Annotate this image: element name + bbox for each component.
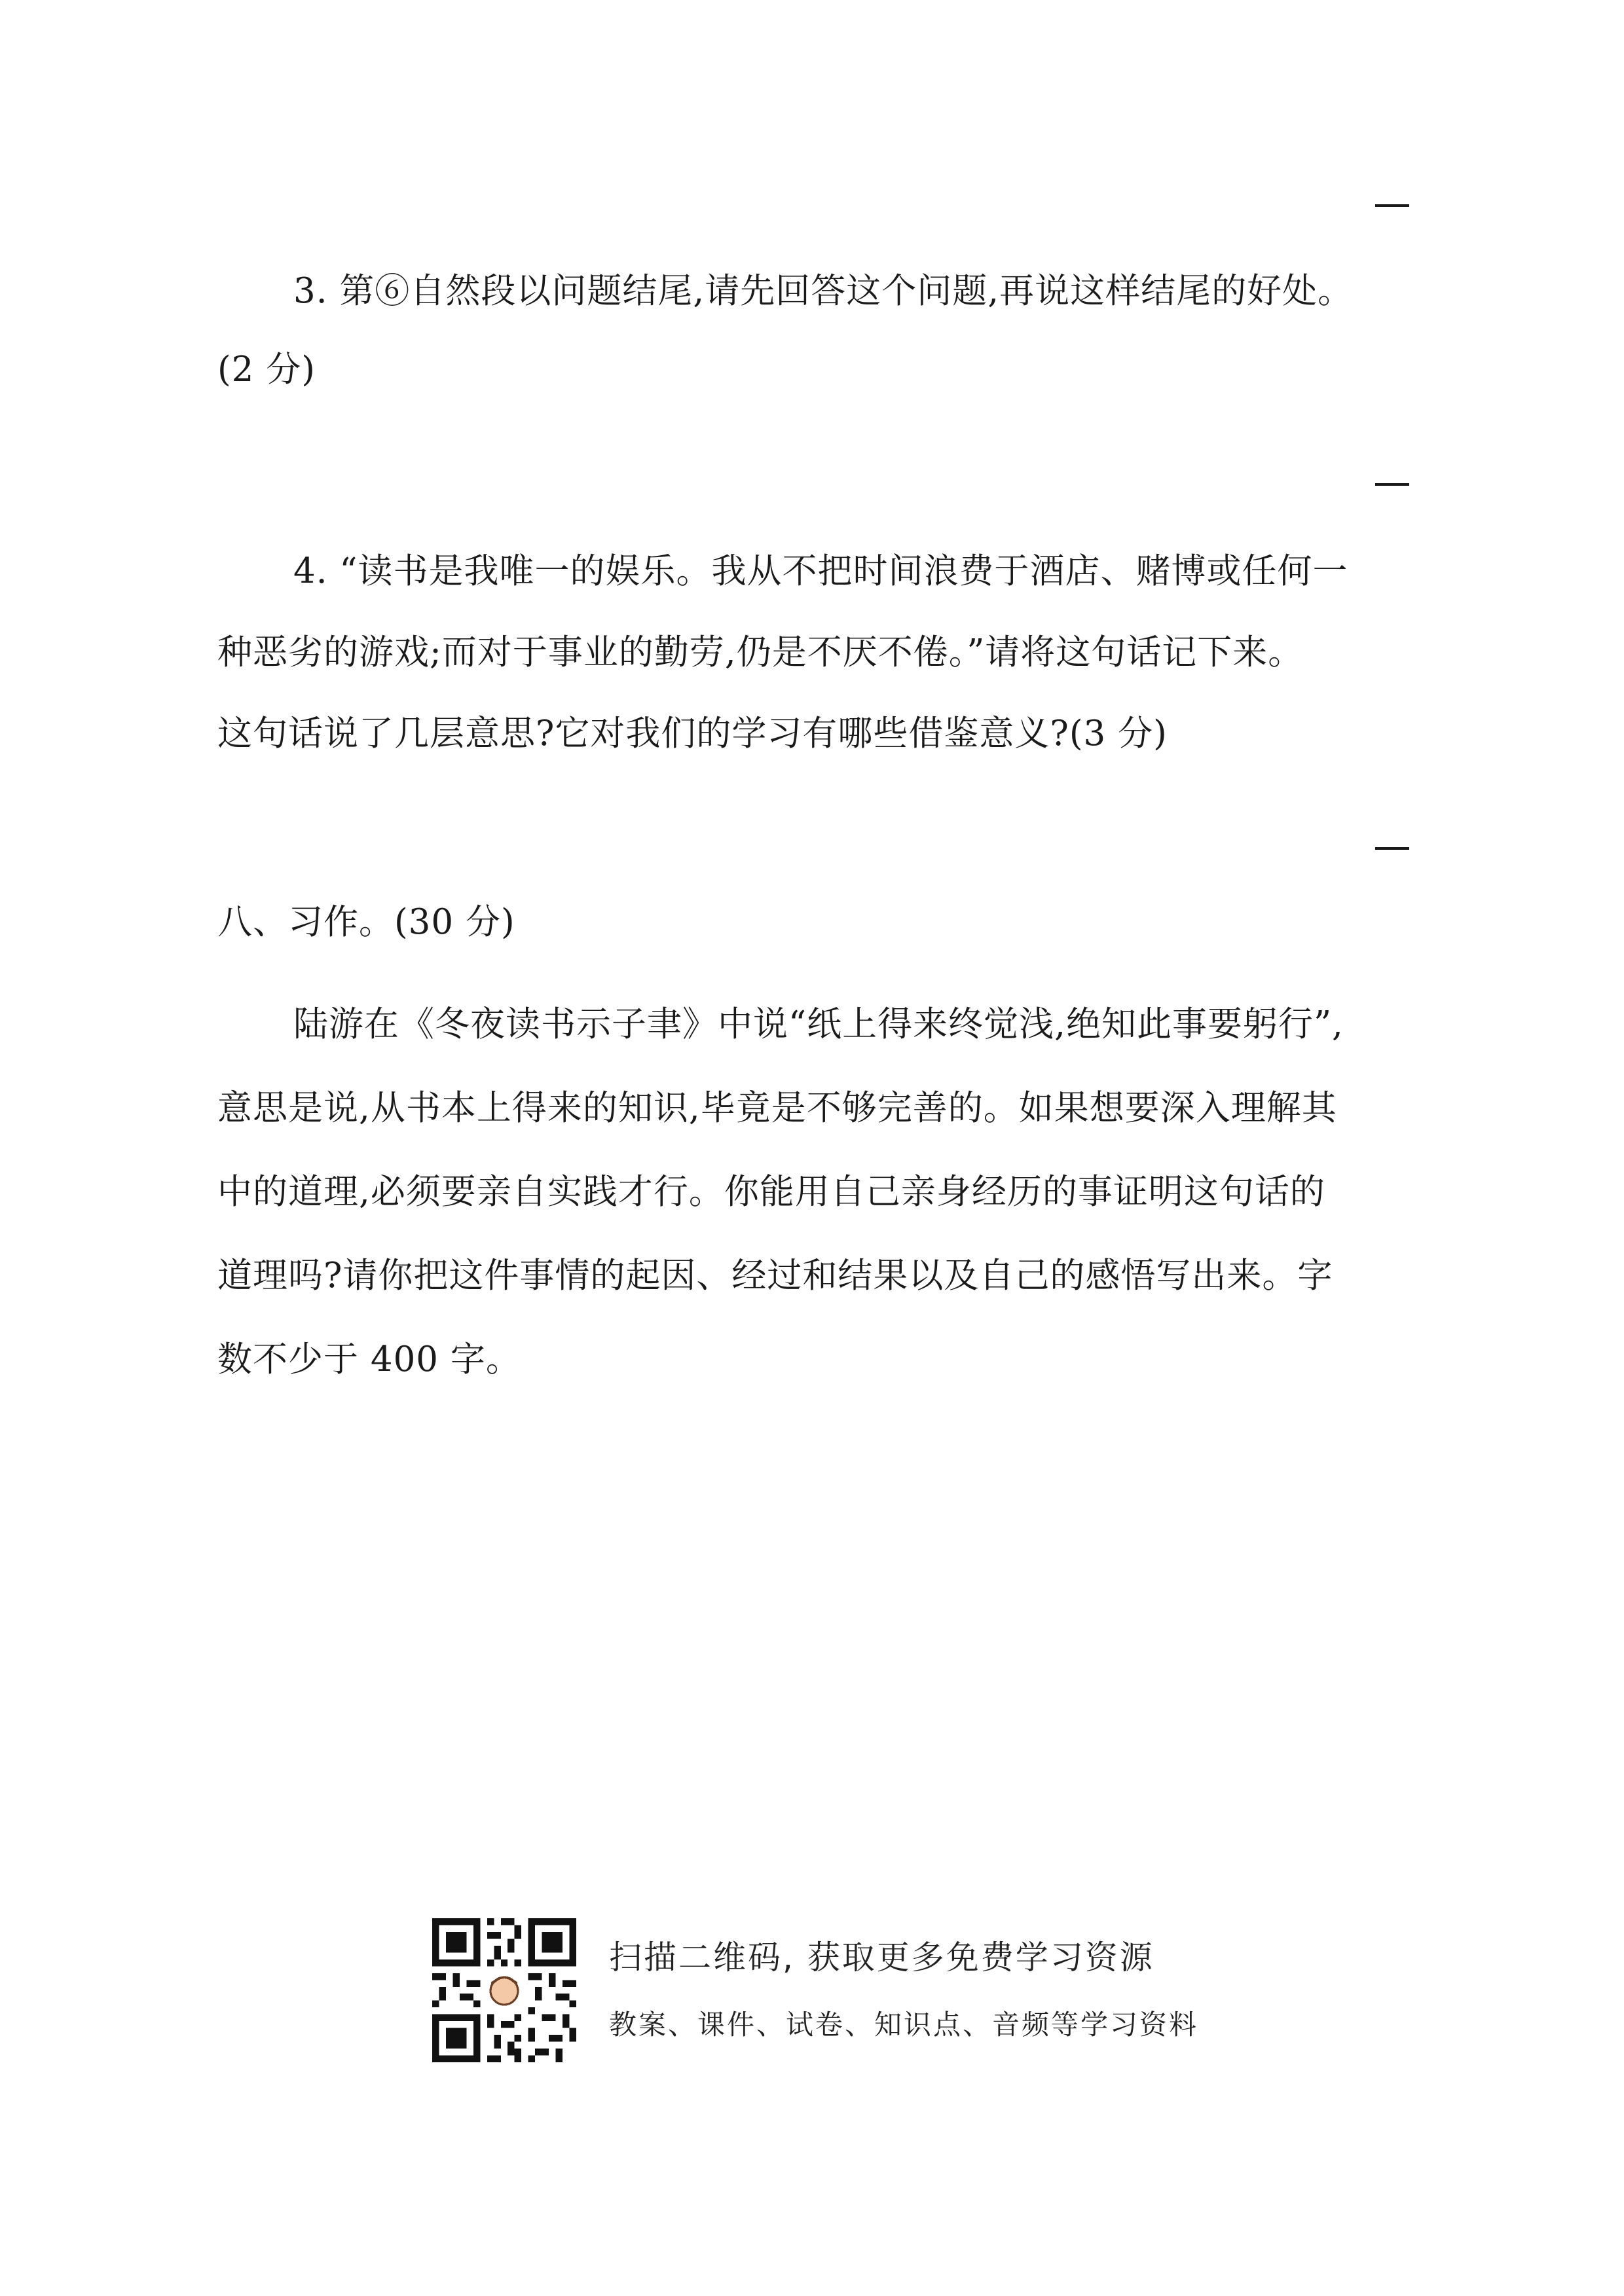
- answer-blank-3: [1375, 847, 1409, 850]
- section-8-paragraph-line-5: 数不少于 400 字。: [217, 1339, 521, 1379]
- question-4-line-2: 种恶劣的游戏;而对于事业的勤劳,仍是不厌不倦。”请将这句话记下来。: [217, 632, 1304, 672]
- question-3-line-1: 3. 第⑥自然段以问题结尾,请先回答这个问题,再说这样结尾的好处。: [293, 271, 1354, 311]
- question-4-line-3: 这句话说了几层意思?它对我们的学习有哪些借鉴意义?(3 分): [217, 714, 1168, 754]
- answer-blank-1: [1375, 204, 1409, 207]
- footer-promo-line-2: 教案、课件、试卷、知识点、音频等学习资料: [609, 2009, 1199, 2041]
- question-3-line-2: (2 分): [217, 350, 316, 390]
- section-8-paragraph-line-4: 道理吗?请你把这件事情的起因、经过和结果以及自己的感悟写出来。字: [217, 1256, 1333, 1296]
- section-8-paragraph-line-2: 意思是说,从书本上得来的知识,毕竟是不够完善的。如果想要深入理解其: [217, 1088, 1337, 1128]
- answer-blank-2: [1375, 483, 1409, 486]
- qr-code-icon: [432, 1918, 576, 2062]
- section-8-heading: 八、习作。(30 分): [217, 902, 515, 942]
- section-8-paragraph-line-1: 陆游在《冬夜读书示子聿》中说“纸上得来终觉浅,绝知此事要躬行”,: [293, 1004, 1344, 1044]
- section-8-paragraph-line-3: 中的道理,必须要亲自实践才行。你能用自己亲身经历的事证明这句话的: [217, 1172, 1325, 1212]
- question-4-line-1: 4. “读书是我唯一的娱乐。我从不把时间浪费于酒店、赌博或任何一: [293, 551, 1348, 591]
- footer-promo-line-1: 扫描二维码, 获取更多免费学习资源: [609, 1939, 1154, 1977]
